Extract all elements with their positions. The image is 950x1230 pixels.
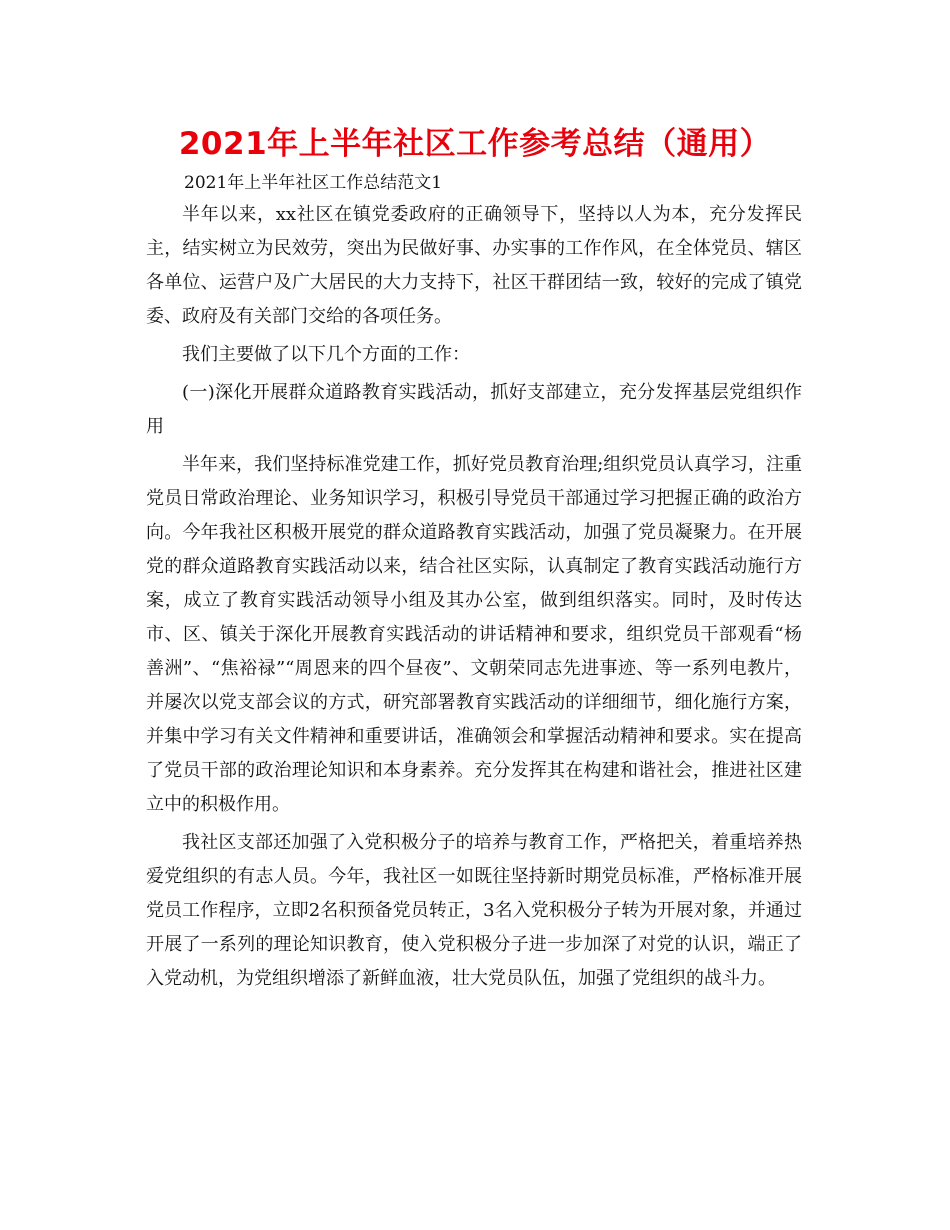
paragraph-section-heading: (一)深化开展群众道路教育实践活动，抓好支部建立，充分发挥基层党组织作用 (146, 382, 802, 437)
paragraph-party-building: 半年来，我们坚持标准党建工作，抓好党员教育治理;组织党员认真学习，注重党员日常政治理论、业务知识学习，积极引导党员干部通过学习把握正确的政治方向。今年我社区积极开展党的群众道路教育实践活动，加强了党员凝聚力。在开展党的群众道路教育实践活动以来，结合社区实际，认真制定了教育实践活动施行方案，成立了教育实践活动领导小组及其办公室，做到组织落实。同时，及时传达市、区、镇关于深化开展教育实践活动的讲话精神和要求，组织党员干部观看“杨善洲”、“焦裕禄”“周恩来的四个昼夜”、文朝荣同志先进事迹、等一系列电教片，并屡次以党支部会议的方式，研究部署教育实践活动的详细细节，细化施行方案，并集中学习有关文件精神和重要讲话，准确领会和掌握活动精神和要求。实在提高了党员干部的政治理论知识和本身素养。充分发挥其在构建和谐社会，推进社区建立中的积极作用。 (146, 454, 802, 815)
paragraph-intro: 半年以来，xx社区在镇党委政府的正确领导下，坚持以人为本，充分发挥民主，结实树立为民效劳，突出为民做好事、办实事的工作作风，在全体党员、辖区各单位、运营户及广大居民的大力支持下，社区干群团结一致，较好的完成了镇党委、政府及有关部门交给的各项任务。 (146, 204, 802, 327)
document-body (146, 198, 802, 1000)
document-subtitle: 2021年上半年社区工作总结范文1 (184, 173, 443, 193)
document-title: 2021年上半年社区工作参考总结（通用） (178, 126, 772, 162)
paragraph-overview: 我们主要做了以下几个方面的工作： (182, 344, 470, 365)
paragraph-party-members: 我社区支部还加强了入党积极分子的培养与教育工作，严格把关，着重培养热爱党组织的有志人员。今年，我社区一如既往坚持新时期党员标准，严格标准开展党员工作程序，立即2名积预备党员转正，3名入党积极分子转为开展对象，并通过开展了一系列的理论知识教育，使入党积极分子进一步加深了对党的认识，端正了入党动机，为党组织增添了新鲜血液，壮大党员队伍，加强了党组织的战斗力。 (146, 832, 802, 989)
